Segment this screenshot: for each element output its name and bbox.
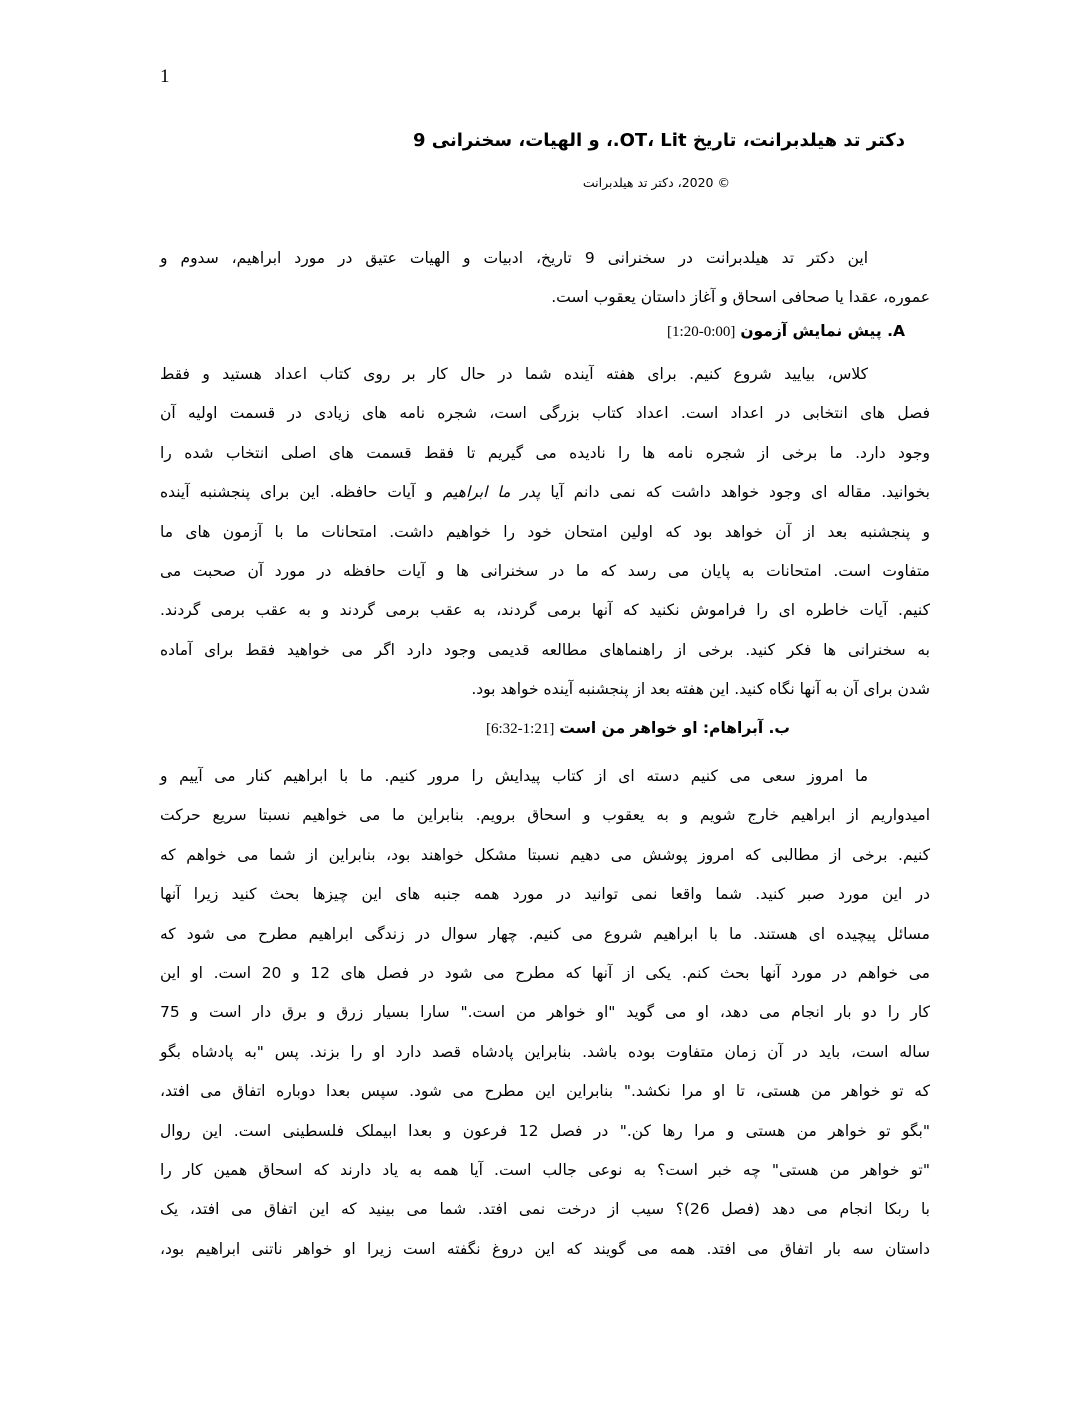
paragraph-line: کار را دو بار انجام می دهد، او می گوید "او خواهر من است." سارا بسیار زرق و برق دار است و 75 [160,1003,930,1022]
paragraph-line: متفاوت است. امتحانات به پایان می رسد که ما در سخنرانی ها و آیات حافظه در مورد آن صحبت می [160,561,930,580]
line-text: بخوانید. مقاله ای وجود خواهد داشت که نمی دانم آیا [540,483,930,502]
paragraph-line: کلاس، بیایید شروع کنیم. برای هفته آینده شما در حال کار بر روی کتاب اعداد هستید و فقط [160,365,868,383]
page-number: 1 [160,66,170,87]
section-a-timestamp: [1:20-0:00] [667,324,736,340]
document-title: دکتر تد هیلدبرانت، تاریخ OT، Lit.، و الهیات، سخنرانی 9 [412,130,905,151]
paragraph-line: به سخنرانی ها فکر کنید. برخی از راهنماهای مطالعه قدیمی وجود دارد اگر می خواهید فقط برای آماده [160,640,930,659]
paragraph-line: شدن برای آن به آنها نگاه کنید. این هفته بعد از پنجشنبه آینده خواهد بود. [471,680,930,699]
intro-paragraph [160,239,930,318]
italic-text: پدر ما ابراهیم [442,483,541,502]
paragraph-line: و پنجشنبه بعد از آن خواهد بود که اولین امتحان خود را خواهیم داشت. امتحانات ما با آزمون های ما [160,522,930,541]
paragraph-line: وجود دارد. ما برخی از شجره نامه ها را نادیده می گیریم تا فقط قسمت های اصلی انتخاب شده را [160,443,930,462]
line-text: و آیات حافظه. این برای پنجشنبه آینده [160,483,443,502]
paragraph-line: می خواهم در مورد آنها بحث کنم. یکی از آنها که مطرح می شود در فصل های 12 و 20 است. او این [160,963,930,982]
paragraph-line: ساله است، باید در آن زمان متفاوت بوده باشد. بنابراین پادشاه قصد دارد او را بزند. پس "به پادشاه بگو [160,1042,930,1061]
section-b-paragraph [160,757,930,1269]
paragraph-line: "بگو تو خواهر من هستی و مرا رها کن." در فصل 12 فرعون و بعدا ابیملک فلسطینی است. این روال [160,1121,930,1140]
paragraph-line: کنیم. برخی از مطالبی که امروز پوشش می دهیم نسبتا مشکل خواهند بود، بنابراین از شما می خواهم که [160,845,930,864]
paragraph-line: "تو خواهر من هستی" چه خبر است؟ به نوعی جالب است. آیا همه به یاد دارند که اسحاق همین کار را [160,1160,930,1179]
section-b-timestamp: [6:32-1:21] [486,721,555,737]
paragraph-line: با ربکا انجام می دهد (فصل 26)؟ سیب از درخت نمی افتد. شما می بینید که این اتفاق می افتد، یک [160,1200,930,1219]
paragraph-line: کنیم. آیات خاطره ای را فراموش نکنید که آنها برمی گردند، به عقب برمی گردند و به عقب برمی گردند. [160,601,930,620]
paragraph-line: ما امروز سعی می کنیم دسته ای از کتاب پیدایش را مرور کنیم. ما با ابراهیم کنار می آییم و [160,767,868,785]
paragraph-line: داستان سه بار اتفاق می افتد. همه می گویند که این دروغ نگفته است زیرا او خواهر ناتنی ابراهیم بود، [160,1239,930,1258]
copyright-line: © 2020، دکتر تد هیلدبرانت [582,175,730,190]
section-b-heading [486,719,790,738]
section-b-title: ب. آبراهام: او خواهر من است [559,719,790,737]
paragraph-line [160,473,930,512]
section-a-title: A. پیش نمایش آزمون [740,322,905,340]
paragraph-line: که تو خواهر من هستی، تا او مرا نکشد." بنابراین این مطرح می شود. سپس بعدا دوباره اتفاق می افتد، [160,1082,930,1101]
section-a-paragraph [160,355,930,710]
paragraph-line: در این مورد صبر کنید. شما واقعا نمی توانید در مورد همه جنبه های این چیزها بحث کنید زیرا آنها [160,885,930,904]
paragraph-line: امیدواریم از ابراهیم خارج شویم و به یعقوب و اسحاق برویم. بنابراین ما می خواهیم نسبتا سریع حرکت [160,806,930,825]
paragraph-line: عموره، عقدا یا صحافی اسحاق و آغاز داستان یعقوب است. [551,288,930,307]
paragraph-line: مسائل پیچیده ای هستند. ما با ابراهیم شروع می کنیم. چهار سوال در زندگی ابراهیم مطرح می شود که [160,924,930,943]
paragraph-line: فصل های انتخابی در اعداد است. اعداد کتاب بزرگی است، شجره نامه های زیادی در قسمت اولیه آن [160,404,930,423]
paragraph-line: این دکتر تد هیلدبرانت در سخنرانی 9 تاریخ، ادبیات و الهیات عتیق در مورد ابراهیم، سدوم و [160,249,868,267]
section-a-heading [667,322,905,341]
